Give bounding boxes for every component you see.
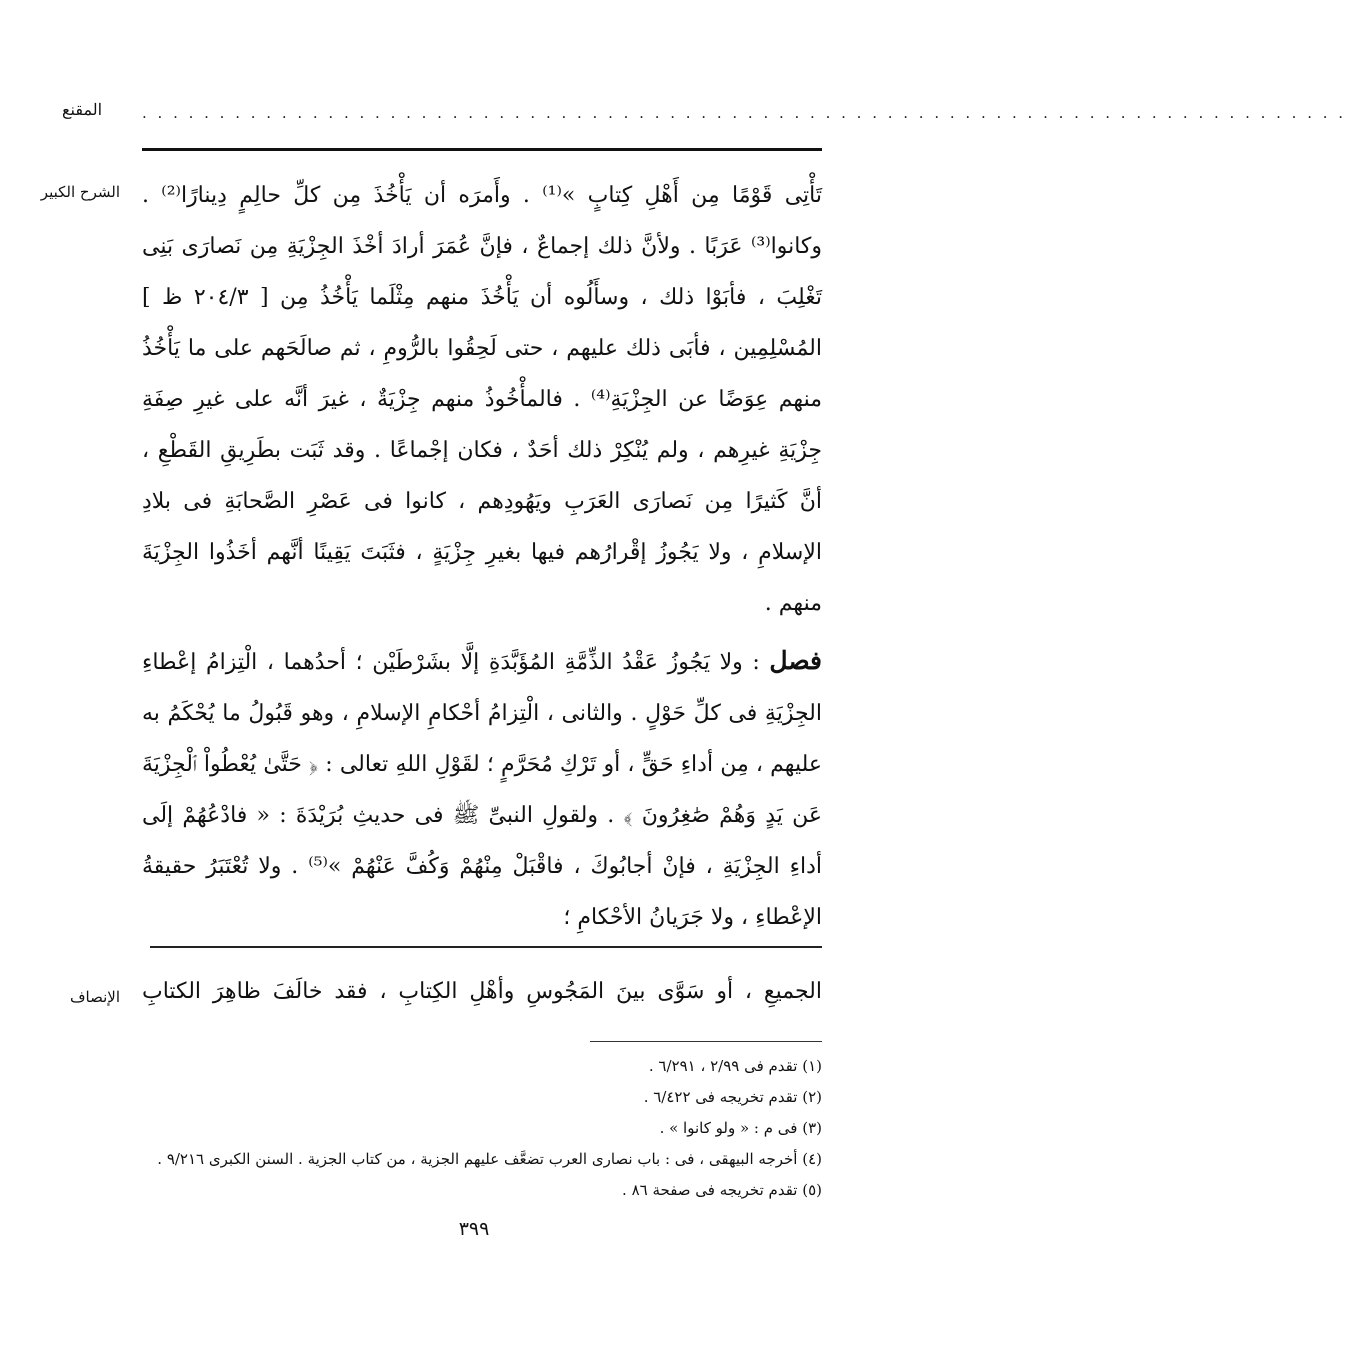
main-text-block — [142, 170, 822, 943]
footnotes — [142, 1051, 822, 1206]
side-label-insaf: الإنصاف — [69, 988, 120, 1006]
footnote-4: (٤) أخرجه البيهقى ، فى : باب نصارى العرب تضعَّف عليهم الجزية ، من كتاب الجزية . السنن الكبرى ٩/٢١٦ . — [157, 1150, 822, 1168]
dotted-rule: . . . . . . . . . . . . . . . . . . . . . . . . . . . . . . . . . . . . . . . . . . . . . . . . . . . . . . . . . . . . . . . . . . . . . . . . . . . . . . — [142, 104, 1346, 122]
footnote-5: (٥) تقدم تخريجه فى صفحة ٨٦ . — [622, 1181, 822, 1199]
footnote-1: (١) تقدم فى ٢/٩٩ ، ٦/٢٩١ . — [648, 1057, 822, 1075]
section-divider — [150, 946, 822, 948]
side-label-sharh: الشرح الكبير — [40, 183, 120, 201]
footnote-rule — [590, 1041, 822, 1042]
footnote-2: (٢) تقدم تخريجه فى ٦/٤٢٢ . — [643, 1088, 822, 1106]
paragraph-1: تَأْتِى قَوْمًا مِن أَهْلِ كِتابٍ »⁽¹⁾ . وأَمرَه أن يَأْخُذَ مِن كلِّ حالِمٍ دِينارًا⁽²⁾ . وكانوا⁽³⁾ عَرَبًا . ولأنَّ ذلك إجماعٌ ، فإنَّ عُمَرَ أرادَ أخْذَ الجِزْيَةِ مِن نَصارَى بَنِى تَغْلِبَ ، فأبَوْا ذلك ، وسأَلُوه أن يَأْخُذَ منهم مِثْلَما يَأْخُذُ مِن [ ٢٠٤/٣ ظ ] المُسْلِمِين ، فأبَى ذلك عليهم ، حتى لَحِقُوا بالرُّومِ ، ثم صالَحَهم على ما يَأْخُذُ منهم عِوَضًا عن الجِزْيَةِ⁽⁴⁾ . فالمأْخُوذُ منهم جِزْيَةٌ ، غيرَ أنَّه على غيرِ صِفَةِ جِزْيَةِ غيرِهم ، ولم يُنْكِرْ ذلك أحَدٌ ، فكان إجْماعًا . وقد ثَبَت بطَرِيقِ القَطْعِ ، أنَّ كَثيرًا مِن نَصارَى العَرَبِ ويَهُودِهم ، كانوا فى عَصْرِ الصَّحابَةِ فى بلادِ الإسلامِ ، ولا يَجُوزُ إقْرارُهم فيها بغيرِ جِزْيَةٍ ، فثَبَتَ يَقِينًا أنَّهم أخَذُوا الجِزْيَةَ منهم . — [142, 183, 823, 616]
paragraph-fasl — [142, 635, 822, 943]
running-title: المقنع — [62, 100, 103, 119]
insaf-text-line: الجميعِ ، أو سَوَّى بينَ المَجُوسِ وأهْلِ الكِتابِ ، فقد خالَفَ ظاهِرَ الكتابِ — [142, 979, 822, 1004]
fasl-heading: فصل — [769, 646, 822, 675]
page-number: ٣٩٩ — [458, 1218, 490, 1240]
paragraph-2-text: : ولا يَجُوزُ عَقْدُ الذِّمَّةِ المُؤَبَّدَةِ إلَّا بشَرْطَيْن ؛ أحدُهما ، الْتِزامُ إعْطاءِ الجِزْيَةِ فى كلِّ حَوْلٍ . والثانى ، الْتِزامُ أحْكامِ الإسلامِ ، وهو قَبُولُ ما يُحْكَمُ به عليهم ، مِن أداءِ حَقٍّ ، أو تَرْكِ مُحَرَّمٍ ؛ لقَوْلِ اللهِ تعالى : ﴿ حَتَّىٰ يُعْطُواْ ٱلْجِزْيَةَ عَن يَدٍ وَهُمْ صَٰغِرُونَ ﴾ . ولقولِ النبىِّ ﷺ فى حديثِ بُرَيْدَةَ : « فادْعُهُمْ إلَى أداءِ الجِزْيَةِ ، فإنْ أجابُوكَ ، فاقْبَلْ مِنْهُمْ وَكُفَّ عَنْهُمْ »⁽⁵⁾ . ولا تُعْتَبَرُ حقيقةُ الإعْطاءِ ، ولا جَرَيانُ الأحْكامِ ؛ — [142, 650, 822, 930]
top-rule-divider — [142, 148, 822, 151]
footnote-3: (٣) فى م : « ولو كانوا » . — [659, 1119, 822, 1137]
